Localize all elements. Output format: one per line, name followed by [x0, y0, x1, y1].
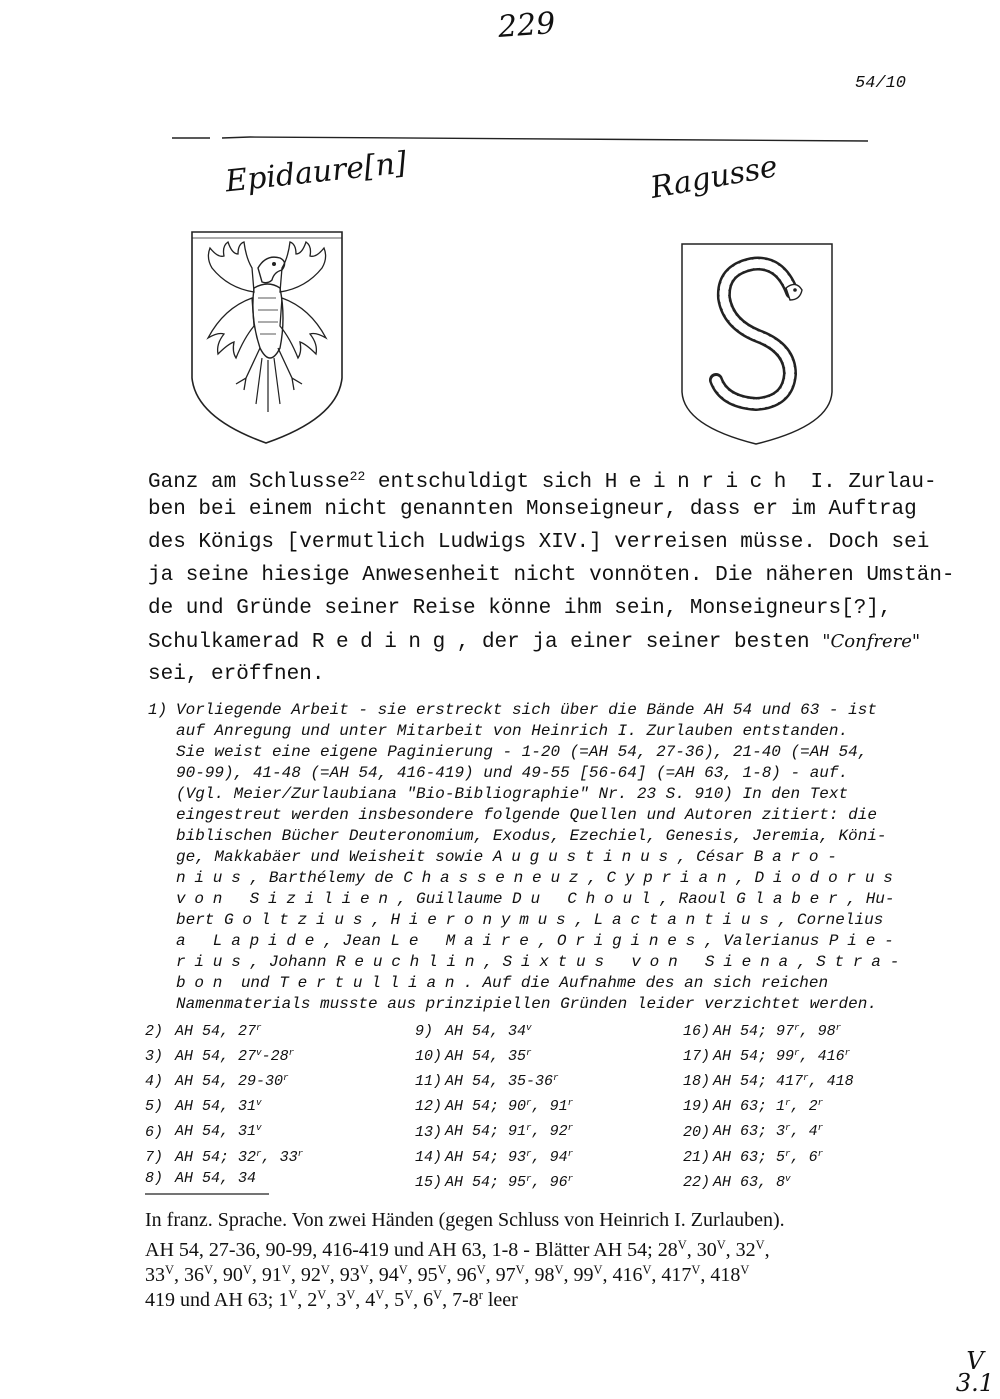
footnote-entry-number: 9)	[415, 1023, 434, 1041]
footnote-entry-text-cont: , 33	[261, 1148, 298, 1166]
superscript: V	[203, 1263, 213, 1277]
superscript: r	[478, 1288, 483, 1302]
folio-text: , 95	[407, 1263, 438, 1286]
footnote-entry	[683, 1017, 854, 1042]
footnote-line-14: bon und Tertullian. Auf die Aufnahme des an sich reichen	[176, 974, 829, 992]
footnote-entry	[415, 1067, 573, 1092]
eagle-shield-icon	[188, 228, 346, 448]
superscript: r	[553, 1072, 559, 1084]
heading-ragusa: Ragusse	[647, 149, 781, 206]
folio-text: , 6	[413, 1288, 434, 1311]
footnote-entry	[145, 1067, 303, 1092]
superscript: V	[691, 1263, 701, 1277]
footnote-entry-text: AH 54, 31	[175, 1123, 257, 1141]
footnote-entry-text-cont: , 92	[531, 1123, 568, 1141]
superscript: r	[297, 1147, 304, 1159]
superscript: V	[375, 1288, 385, 1302]
folio-text: , 90	[212, 1263, 243, 1286]
superscript: r	[794, 1047, 800, 1059]
footnote-entry-number: 2)	[145, 1023, 164, 1041]
footnotes-column-1	[145, 1017, 303, 1189]
body-line-6: Schulkamerad Reding, der ja einer seiner besten "Confrere"	[148, 631, 921, 654]
superscript: r	[283, 1072, 289, 1084]
folio-text: 419 und AH 63; 1	[145, 1288, 289, 1311]
footnote-entry-number: 14)	[415, 1148, 443, 1166]
footnote-entry-text: AH 54, 31	[175, 1098, 257, 1116]
superscript: V	[437, 1263, 447, 1277]
folio-text: leer	[482, 1288, 518, 1311]
body-line-2: ben bei einem nicht genannten Monseigneur, dass er im Auftrag	[148, 498, 917, 521]
footnote-entry-number: 13)	[415, 1123, 443, 1141]
top-rule	[170, 132, 870, 146]
superscript: r	[256, 1147, 262, 1159]
folio-text: , 5	[384, 1288, 405, 1311]
footnote-entry-number: 3)	[145, 1048, 164, 1066]
footnote-number: 1)	[148, 701, 168, 719]
footnote-entry-text: AH 54, 35-36	[445, 1073, 554, 1091]
superscript: r	[526, 1122, 532, 1134]
superscript: r	[817, 1122, 824, 1134]
footnote-entry-text: AH 54, 35	[445, 1048, 527, 1066]
superscript: r	[785, 1122, 791, 1134]
footnote-line-8: ge, Makkabäer und Weisheit sowie Augustinus, César Baro-	[176, 848, 846, 866]
footnote-line-15: Namenmaterials musste aus prinzipiellen Gründen leider verzichtet werden.	[176, 995, 877, 1013]
superscript: V	[554, 1263, 564, 1277]
footnote-entry-text: AH 54, 29-30	[175, 1073, 284, 1091]
superscript: r	[844, 1047, 851, 1059]
folio-text: , 3	[326, 1288, 347, 1311]
body-line-4: ja seine hiesige Anwesenheit nicht vonnöten. Die näheren Umstän-	[148, 564, 955, 587]
footnote-entry-text: AH 54, 27	[175, 1023, 257, 1041]
footnote-entry-text: AH 63, 8	[713, 1173, 786, 1191]
folio-text: , 92	[290, 1263, 321, 1286]
footnote-entry	[415, 1092, 573, 1117]
footnote-line-5: (Vgl. Meier/Zurlaubiana "Bio-Bibliographie" Nr. 23 S. 910) In den Text	[176, 785, 849, 803]
superscript: v	[785, 1172, 791, 1184]
superscript: r	[567, 1147, 574, 1159]
superscript: V	[346, 1288, 356, 1302]
folio-text: , 91	[251, 1263, 282, 1286]
superscript: r	[526, 1147, 532, 1159]
body-line-3: des Königs [vermutlich Ludwigs XIV.] verreisen müsse. Doch sei	[148, 531, 930, 554]
footnote-entry-number: 12)	[415, 1098, 443, 1116]
superscript: V	[317, 1288, 327, 1302]
footnote-entry-text: AH 54; 90	[445, 1098, 527, 1116]
reference-code: 54/10	[855, 74, 907, 93]
footnote-entry	[415, 1017, 573, 1042]
footnote-entry-text: AH 54; 32	[175, 1148, 257, 1166]
footnote-entry-text-cont: -28	[261, 1048, 289, 1066]
superscript: r	[835, 1022, 842, 1033]
footnote-entry-number: 17)	[683, 1048, 711, 1066]
superscript: V	[740, 1263, 750, 1277]
footnote-entry-text: AH 54, 34	[445, 1023, 527, 1041]
superscript: r	[567, 1097, 574, 1109]
folio-text: , 2	[297, 1288, 318, 1311]
footnote-entry	[683, 1042, 854, 1067]
footnote-line-13: rius, Johann Reuchlin, Sixtus von Siena, Stra-	[176, 953, 909, 971]
superscript: V	[642, 1263, 652, 1277]
footnote-entry-text: AH 54; 93	[445, 1148, 527, 1166]
folio-text: , 99	[563, 1263, 594, 1286]
footnote-entry-number: 7)	[145, 1148, 164, 1166]
footnote-entry	[415, 1117, 573, 1142]
folio-text: , 93	[329, 1263, 360, 1286]
footnote-entry-text: AH 54; 417	[713, 1073, 804, 1091]
bottom-note-line-4	[145, 1283, 518, 1313]
footnote-entry-text: AH 54; 97	[713, 1023, 795, 1041]
footnote-entry-number: 6)	[145, 1123, 164, 1141]
footnote-entry-number: 19)	[683, 1098, 711, 1116]
superscript: V	[288, 1288, 298, 1302]
body-line-5: de und Gründe seiner Reise könne ihm sein, Monseigneurs[?],	[148, 597, 892, 620]
footnote-line-3: Sie weist eine eigene Paginierung - 1-20 (=AH 54, 27-36), 21-40 (=AH 54,	[176, 743, 868, 761]
footnote-entry-number: 11)	[415, 1073, 443, 1091]
footnote-entry-text-cont: , 98	[799, 1023, 836, 1041]
superscript: V	[242, 1263, 252, 1277]
folio-text: , 417	[651, 1263, 692, 1286]
footnotes-column-2	[415, 1017, 573, 1193]
footnote-entry	[683, 1092, 854, 1117]
footnote-entry-text-cont: , 416	[799, 1048, 845, 1066]
footnote-line-7: biblischen Bücher Deuteronomium, Exodus, Ezechiel, Genesis, Jeremia, Köni-	[176, 827, 887, 845]
footnote-entry-text: AH 54, 27	[175, 1048, 257, 1066]
footnote-entry	[145, 1017, 303, 1042]
superscript: r	[817, 1097, 824, 1109]
footnote-entry	[415, 1168, 573, 1193]
superscript: r	[785, 1147, 791, 1159]
footnote-line-4: 90-99), 41-48 (=AH 54, 416-419) und 49-55 [56-64] (=AH 63, 1-8) - auf.	[176, 764, 849, 782]
body-line-1: Ganz am Schlusse$^{22}$ entschuldigt sich Heinrich I. Zurlau-	[148, 469, 937, 495]
footnote-entry	[145, 1168, 303, 1189]
heading-epidaurum: Epidaure[n]	[223, 145, 409, 200]
footnote-entry-text: AH 54, 34	[175, 1169, 257, 1187]
footnote-entry-number: 22)	[683, 1173, 711, 1191]
footnote-entry-number: 10)	[415, 1048, 443, 1066]
footnote-entry	[145, 1117, 303, 1142]
footnote-entry-text: AH 54; 99	[713, 1048, 795, 1066]
bottom-note-line-1: In franz. Sprache. Von zwei Händen (gegen Schluss von Heinrich I. Zurlauben).	[145, 1209, 785, 1231]
footnote-entry-number: 21)	[683, 1148, 711, 1166]
footnote-entry	[683, 1168, 854, 1193]
footnote-entry-number: 20)	[683, 1123, 711, 1141]
footnote-line-1: Vorliegende Arbeit - sie erstreckt sich über die Bände AH 54 und 63 - ist	[176, 701, 877, 719]
footnote-entry-number: 4)	[145, 1073, 164, 1091]
footnote-entry-text-cont: , 91	[531, 1098, 568, 1116]
footnote-entry-text: AH 54; 95	[445, 1173, 527, 1191]
footnote-entry-number: 5)	[145, 1098, 164, 1116]
body-line-7: sei, eröffnen.	[148, 663, 325, 686]
superscript: r	[817, 1147, 824, 1159]
footnote-entry-number: 15)	[415, 1173, 443, 1191]
folio-text: , 98	[524, 1263, 555, 1286]
superscript: r	[794, 1022, 800, 1033]
footnote-line-9: nius, Barthélemy de Chasseneuz, Cyprian, Diodorus	[176, 869, 902, 887]
superscript: r	[526, 1172, 532, 1184]
footnote-entry	[683, 1117, 854, 1142]
superscript: r	[803, 1072, 809, 1084]
superscript: r	[567, 1122, 574, 1134]
footnote-entry	[415, 1042, 573, 1067]
footnote-line-6: eingestreut werden insbesondere folgende Quellen und Autoren zitiert: die	[176, 806, 877, 824]
superscript: v	[256, 1122, 262, 1134]
superscript: V	[359, 1263, 369, 1277]
folio-text: , 7-8	[442, 1288, 479, 1311]
superscript: V	[433, 1288, 443, 1302]
superscript: V	[515, 1263, 525, 1277]
footnote-entry-number: 16)	[683, 1023, 711, 1041]
footnote-entry-text: AH 54; 91	[445, 1123, 527, 1141]
superscript: r	[526, 1047, 532, 1059]
folio-text: , 418	[700, 1263, 741, 1286]
folio-text: , 97	[485, 1263, 516, 1286]
footnote-entry	[145, 1143, 303, 1168]
serpent-shield-icon	[680, 240, 836, 446]
footnote-entry	[683, 1143, 854, 1168]
superscript: V	[165, 1263, 174, 1277]
footnote-entry	[145, 1042, 303, 1067]
superscript: V	[593, 1263, 603, 1277]
folio-text: , 36	[173, 1263, 204, 1286]
footnote-line-2: auf Anregung und unter Mitarbeit von Heinrich I. Zurlauben entstanden.	[176, 722, 849, 740]
superscript: v	[526, 1022, 532, 1033]
superscript: r	[785, 1097, 791, 1109]
bottom-note-line-2: AH 54, 27-36, 90-99, 416-419 und AH 63, 1-8 - Blätter AH 54; $28^V$, $30^V$, $32^V$,	[145, 1238, 770, 1261]
folio-text: , 4	[355, 1288, 376, 1311]
folio-text: , 96	[446, 1263, 477, 1286]
footnote-entry-text-cont: , 94	[531, 1148, 568, 1166]
superscript: V	[476, 1263, 486, 1277]
page-number: 229	[496, 6, 557, 45]
footnote-entry-text: AH 63; 5	[713, 1148, 786, 1166]
footnote-entry-text: AH 63; 1	[713, 1098, 786, 1116]
footnote-entry-text-cont: , 418	[808, 1073, 854, 1091]
footnote-entry	[415, 1143, 573, 1168]
superscript: r	[526, 1097, 532, 1109]
footnote-entry	[145, 1092, 303, 1117]
footnote-entry-number: 18)	[683, 1073, 711, 1091]
superscript: r	[288, 1047, 295, 1059]
footnote-line-10: von Sizilien, Guillaume Du Choul, Raoul Glaber, Hu-	[176, 890, 895, 908]
footnote-entry-text-cont: , 96	[531, 1173, 568, 1191]
superscript: v	[256, 1047, 262, 1059]
superscript: V	[320, 1263, 330, 1277]
corner-mark: V 3.1	[955, 1347, 995, 1397]
superscript: V	[281, 1263, 291, 1277]
footnote-entry-number: 8)	[145, 1169, 164, 1187]
superscript: r	[256, 1022, 262, 1033]
footnote-entry	[683, 1067, 854, 1092]
footnote-line-11: bert Goltzius, Hieronymus, Lactantius, Cornelius	[176, 911, 884, 929]
footnote-entry-text-cont: , 4	[790, 1123, 818, 1141]
footnote-separator	[145, 1192, 270, 1196]
folio-text: 33	[145, 1263, 165, 1286]
footnote-entry-text-cont: , 2	[790, 1098, 818, 1116]
folio-text: , 416	[602, 1263, 643, 1286]
superscript: V	[404, 1288, 414, 1302]
footnote-entry-text: AH 63; 3	[713, 1123, 786, 1141]
superscript: V	[398, 1263, 408, 1277]
footnotes-column-3	[683, 1017, 854, 1193]
footnote-line-12: a Lapide, Jean Le Maire, Origines, Valerianus Pie-	[176, 932, 903, 950]
footnote-entry-text-cont: , 6	[790, 1148, 818, 1166]
superscript: v	[256, 1097, 262, 1109]
folio-text: , 94	[368, 1263, 399, 1286]
superscript: r	[567, 1172, 574, 1184]
